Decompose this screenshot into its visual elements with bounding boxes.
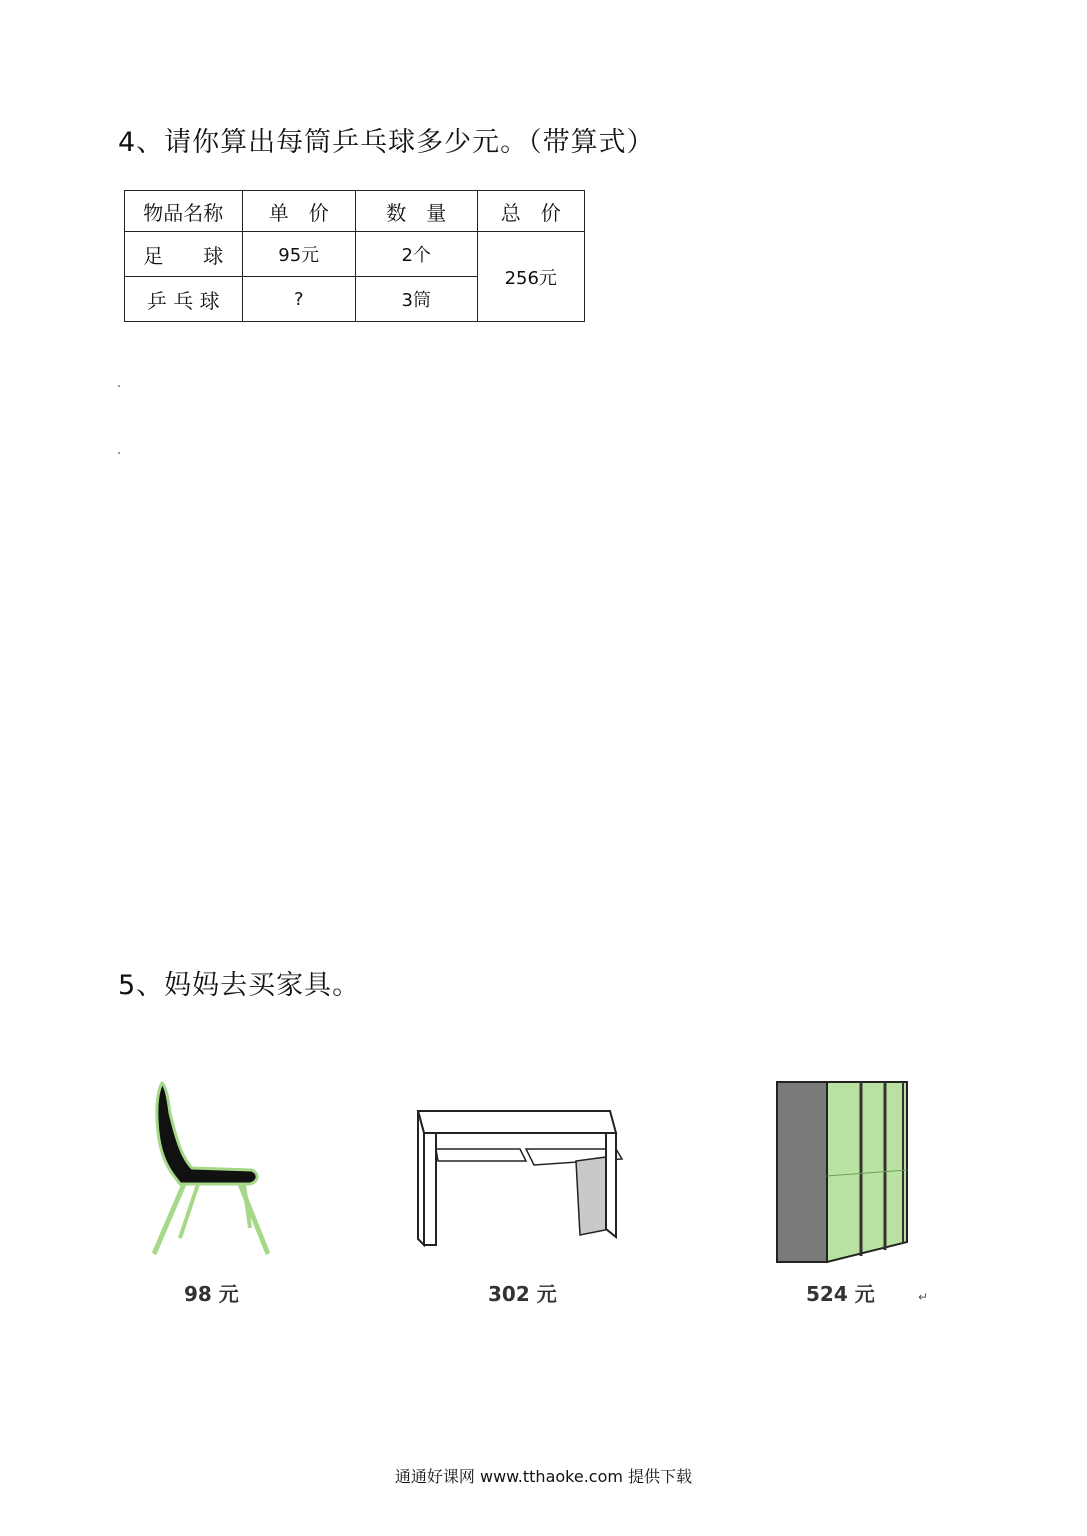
desk-price: 302 元 <box>488 1282 557 1306</box>
chair-illustration <box>140 1078 280 1258</box>
header-item-name: 物品名称 <box>125 191 243 232</box>
table-header-row <box>125 191 585 232</box>
row-pingpong-price: ? <box>242 277 355 322</box>
row-football-name: 足 球 <box>125 232 243 277</box>
header-total-price: 总 价 <box>477 191 585 232</box>
chair-price: 98 元 <box>184 1282 239 1306</box>
price-table <box>124 190 585 322</box>
row-pingpong-qty: 3筒 <box>355 277 477 322</box>
cabinet-illustration <box>775 1080 911 1265</box>
desk-illustration <box>410 1105 630 1250</box>
paragraph-return-mark: ↵ <box>918 1290 929 1304</box>
header-unit-price: 单 价 <box>242 191 355 232</box>
header-quantity: 数 量 <box>355 191 477 232</box>
question-4-title: 4、请你算出每筒乒乓球多少元。（带算式） <box>118 127 655 158</box>
row-football-price: 95元 <box>242 232 355 277</box>
total-price-cell: 256元 <box>477 232 585 322</box>
row-football-qty: 2个 <box>355 232 477 277</box>
cabinet-price: 524 元 <box>806 1282 875 1306</box>
question-5-title: 5、妈妈去买家具。 <box>118 970 361 1001</box>
row-pingpong-name: 乒 乓 球 <box>125 277 243 322</box>
stray-mark <box>118 452 120 454</box>
footer-credit: 通通好课网 www.tthaoke.com 提供下载 <box>394 1467 693 1486</box>
stray-mark <box>118 385 120 387</box>
table-row <box>125 232 585 277</box>
